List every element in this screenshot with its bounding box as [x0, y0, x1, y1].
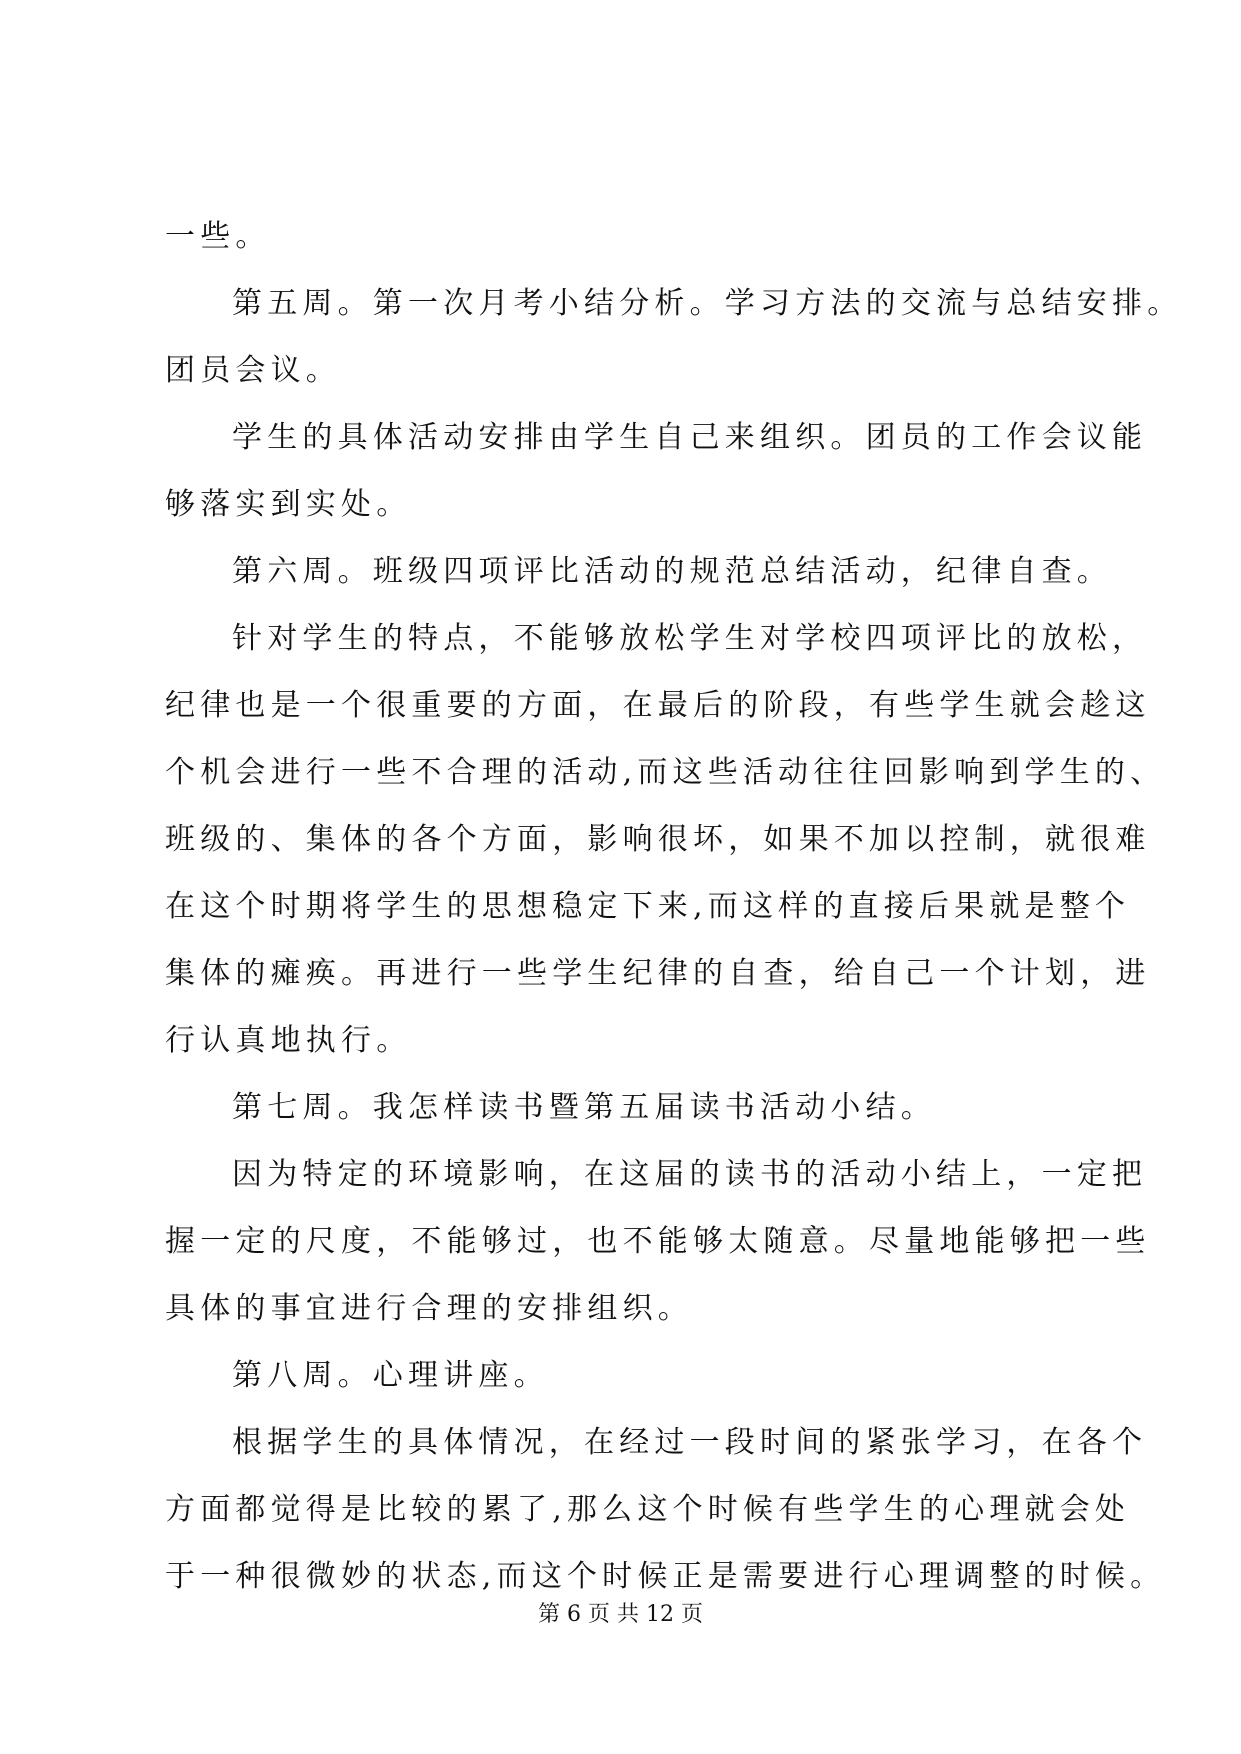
text-line-19: 根据学生的具体情况，在经过一段时间的紧张学习，在各个: [232, 1425, 1148, 1460]
text-line-10: 班级的、集体的各个方面，影响很坏，如果不加以控制，就很难: [165, 822, 1151, 857]
text-line-13: 行认真地执行。: [165, 1023, 412, 1058]
text-line-3: 团员会议。: [165, 353, 341, 388]
text-line-7: 针对学生的特点，不能够放松学生对学校四项评比的放松，: [232, 621, 1148, 656]
text-line-2: 第五周。第一次月考小结分析。学习方法的交流与总结安排。: [232, 286, 1183, 321]
text-line-1: 一些。: [165, 219, 271, 254]
text-line-17: 具体的事宜进行合理的安排组织。: [165, 1291, 693, 1326]
text-line-11: 在这个时期将学生的思想稳定下来,而这样的直接后果就是整个: [165, 889, 1131, 924]
text-line-9: 个机会进行一些不合理的活动,而这些活动往往回影响到学生的、: [165, 755, 1166, 790]
text-line-16: 握一定的尺度，不能够过，也不能够太随意。尽量地能够把一些: [165, 1224, 1151, 1259]
text-line-5: 够落实到实处。: [165, 487, 412, 522]
text-line-20: 方面都觉得是比较的累了,那么这个时候有些学生的心理就会处: [165, 1492, 1131, 1527]
text-line-18: 第八周。心理讲座。: [232, 1358, 549, 1393]
document-body: [165, 203, 1183, 1610]
text-line-4: 学生的具体活动安排由学生自己来组织。团员的工作会议能: [232, 420, 1148, 455]
text-line-6: 第六周。班级四项评比活动的规范总结活动，纪律自查。: [232, 554, 1112, 589]
text-line-21: 于一种很微妙的状态,而这个时候正是需要进行心理调整的时候。: [165, 1559, 1166, 1594]
text-line-14: 第七周。我怎样读书暨第五届读书活动小结。: [232, 1090, 936, 1125]
text-line-15: 因为特定的环境影响，在这届的读书的活动小结上，一定把: [232, 1157, 1148, 1192]
text-line-8: 纪律也是一个很重要的方面，在最后的阶段，有些学生就会趁这: [165, 688, 1151, 723]
text-line-12: 集体的瘫痪。再进行一些学生纪律的自查，给自己一个计划，进: [165, 956, 1151, 991]
page-number-footer: 第 6 页 共 12 页: [538, 1602, 703, 1627]
